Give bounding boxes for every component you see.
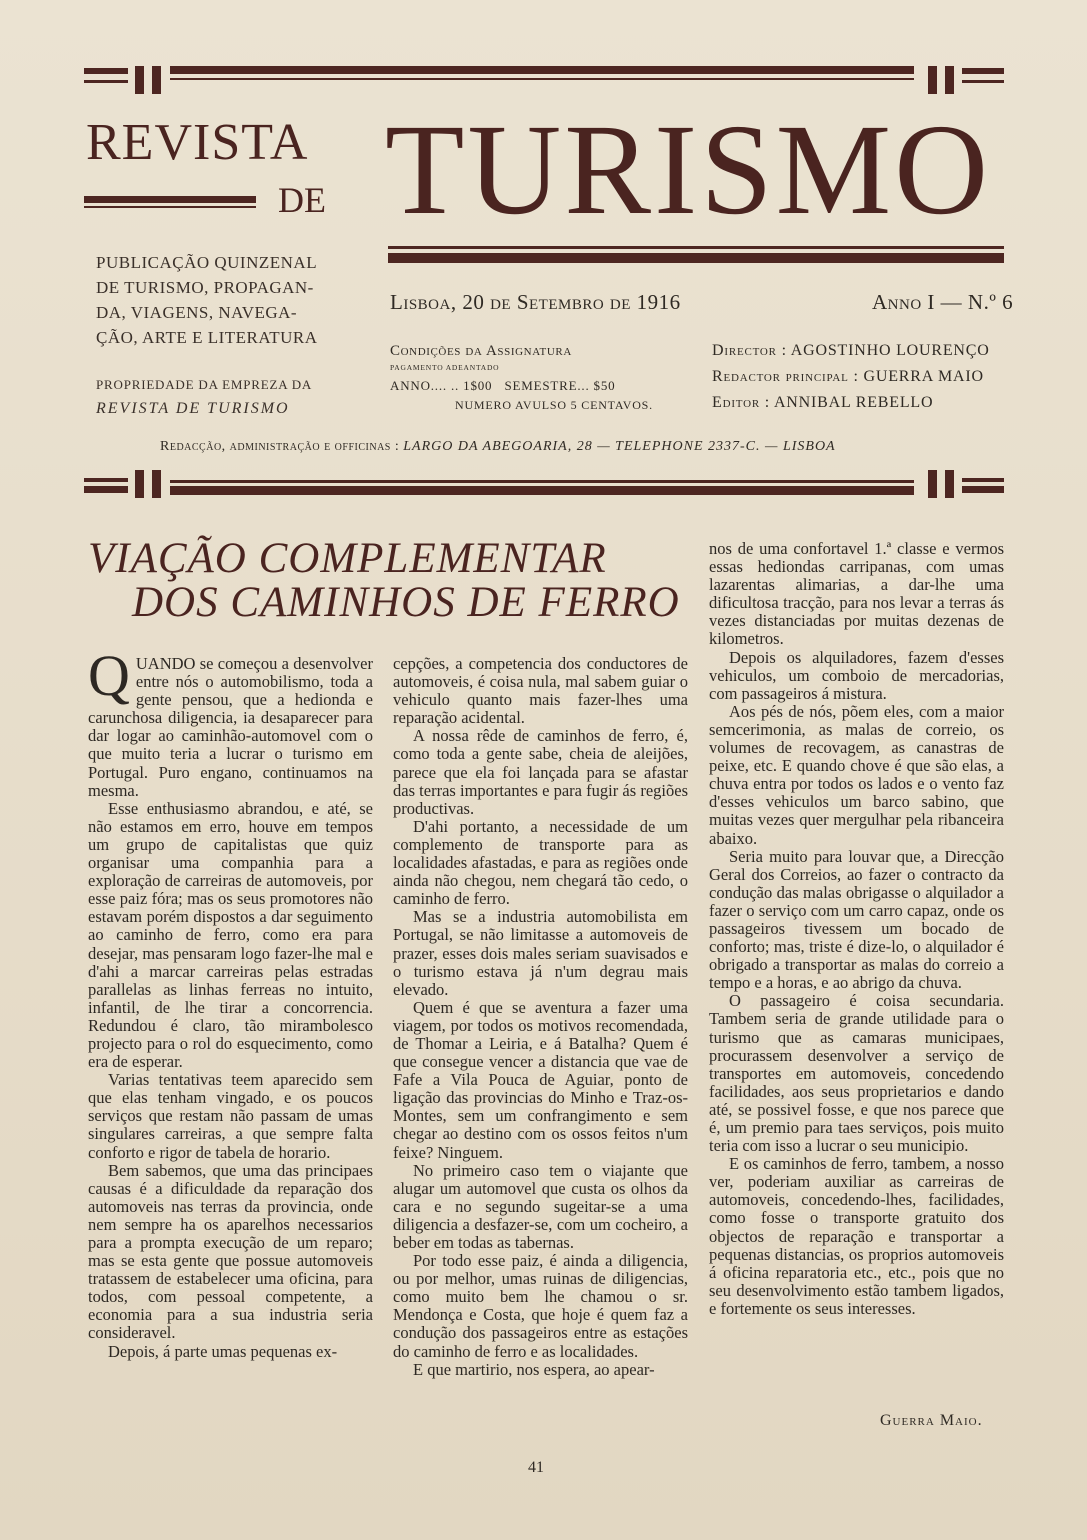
ornament-bar [152, 66, 161, 94]
ownership-name: REVISTA DE TURISMO [96, 400, 290, 417]
article-paragraph: Quem é que se aventura a fazer uma viagem, por todos os motivos recomendada, de Thomar a Leiria, e á Batalha? Quem é que consegue vencer a distancia que vae de Fafe a Vila Pouca de Aguiar, ponto de ligação das provincias do Minho e Traz-os-Montes, sem um confrangimento e sem chegar ao destino com os ossos feitos n'um feixe? Ninguem. [393, 997, 688, 1162]
top-main-rule [170, 66, 914, 74]
lower-main-rule-thick [170, 486, 914, 495]
masthead-title-de: DE [278, 180, 326, 220]
address-label: Redacção, administração e officinas : [160, 439, 400, 454]
masthead-de-rule [84, 196, 256, 203]
article-paragraph: D'ahi portanto, a necessidade de um complemento de transporte para as localidades afastadas, e para as regiões onde ainda não chegou, nem chegará tão cedo, o caminho de ferro. [393, 816, 688, 909]
article-paragraph: Varias tentativas teem aparecido sem que elas tenham vingado, e os poucos serviços que restam não passam de umas singulares carreiras, a que sempre falta conforto e rigor de tabela de horario. [88, 1070, 373, 1162]
staff-director: Director : AGOSTINHO LOURENÇO [712, 342, 990, 359]
masthead-title-revista: REVISTA [86, 114, 309, 171]
subscription-subheading: PAGAMENTO ADEANTADO [390, 363, 500, 372]
article-paragraph: Seria muito para louvar que, a Direcção Geral dos Correios, ao fazer o contracto da condução das malas obrigasse o alquilador a fazer o serviço com um carro capaz, onde os passageiros tivessem um bocado de conforto; mas, triste é dize-lo, o alquilador é obrigado a transportar as malas do correio a tempo e a horas, e ao abrigo da chuva. [709, 846, 1004, 993]
top-ornamental-rule [84, 68, 128, 74]
top-ornamental-rule-right [962, 68, 1004, 74]
article-paragraph: E os caminhos de ferro, tambem, a nosso ver, poderiam auxiliar as carreiras de automoveis, concedendo-lhes, facilidades, como fosse o transporte gratuito dos objectos de reparação e transportar a pequenas distancias, os proprios automoveis á oficina reparatoria etc., etc., pois que no seu desenvolvimento estão tambem ligados, e fortemente os seus interesses. [709, 1154, 1004, 1318]
subscription-single-copy: NUMERO AVULSO 5 CENTAVOS. [455, 398, 653, 412]
masthead-title-turismo: TURISMO [385, 98, 992, 242]
lower-ornamental-rule-right-thick [962, 486, 1004, 493]
ornament-bar [945, 66, 954, 94]
article-paragraph: Depois, á parte umas pequenas ex- [108, 1341, 338, 1361]
ownership-label: PROPRIEDADE DA EMPREZA DA [96, 377, 313, 392]
ornament-bar [928, 66, 937, 94]
article-signature: Guerra Maio. [880, 1412, 983, 1429]
article-column-2 [393, 655, 688, 1379]
article-paragraph: Depois os alquiladores, fazem d'esses vehiculos, um comboio de mercadorias, com passageiros á mistura. [709, 647, 1004, 703]
article-paragraph: Esse enthusiasmo abrandou, e até, se não estamos em erro, houve em tempos um grupo de capitalistas que quiz organisar uma companhia para a exploração de carreiras de automoveis, por esse paiz fóra; mas os seus promotores não estavam porém dispostos a dar seguimento ao caminho de ferro, como era para desejar, mas pensaram logo fazer-lhe mal e d'ahi a marcar carreiras pelas estradas parallelas as linhas ferreas no intuito, infantil, de lhe tirar a concorrencia. Redundou é claro, tão mirambolesco projecto para o rol do esquecimento, como era de esperar. [88, 798, 373, 1072]
top-ornamental-rule-thin [84, 80, 128, 83]
article-headline-line2: DOS CAMINHOS DE FERRO [132, 579, 680, 626]
subscription-prices: ANNO.... .. 1$00 SEMESTRE... $50 [390, 378, 616, 393]
description-line: DA, VIAGENS, NAVEGA- [96, 303, 298, 322]
article-paragraph: A nossa rêde de caminhos de ferro, é, como toda a gente sabe, cheia de aleijões, parece que ela foi lançada para se afastar das terras importantes e para fugir ás regiões productivas. [393, 726, 688, 818]
staff-redactor: Redactor principal : GUERRA MAIO [712, 368, 984, 385]
article-paragraph: nos de uma confortavel 1.ª classe e vermos essas hediondas carripanas, com umas lazarentas alimarias, a dar-lhe uma dificultosa tracção, para nos levar a terras ás vezes distanciadas por muitas dezenas de kilometros. [709, 539, 1004, 649]
masthead-de-rule-thin [84, 206, 256, 208]
article-paragraph: E que martirio, nos espera, ao apear- [413, 1359, 655, 1379]
article-paragraph: Mas se a industria automobilista em Portugal, se não limitasse a automoveis de prazer, esses dois males seriam suavisados e o turismo estava já n'um degrau mais elevado. [393, 907, 688, 999]
article-paragraph [88, 643, 373, 800]
paragraph-text: UANDO se começou a desenvolver entre nós o automobilismo, toda a gente pensou, que a hedionda e carunchosa diligencia, ia desaparecer para dar logar ao caminhão-automovel com o que muito teria a lucrar o turismo em Portugal. Puro engano, continuamos na mesma. [88, 654, 373, 800]
description-line: PUBLICAÇÃO QUINZENAL [96, 253, 318, 272]
issue-place-date: Lisboa, 20 de Setembro de 1916 [390, 290, 681, 314]
article-paragraph: cepções, a competencia dos conductores de automoveis, é coisa nula, mal sabem guiar o vehiculo quanto mais fazer-lhes uma reparação acidental. [393, 654, 688, 728]
ornament-bar [135, 470, 144, 498]
ornament-bar [152, 470, 161, 498]
subscription-heading: Condições da Assignatura [390, 343, 572, 359]
top-main-rule-thin [170, 78, 914, 80]
address-value: LARGO DA ABEGOARIA, 28 — TELEPHONE 2337-C. — LISBOA [403, 439, 836, 454]
staff-editor: Editor : ANNIBAL REBELLO [712, 394, 934, 411]
page-number: 41 [528, 1459, 544, 1476]
article-paragraph: Por todo esse paiz, é ainda a diligencia, ou por melhor, umas ruinas de diligencias, como muito bem lhe chamou o sr. Mendonça e Costa, que hoje é quem faz a condução dos passageiros entre as estações do caminho de ferro e as localidades. [393, 1251, 688, 1361]
address-line [160, 439, 836, 455]
article-paragraph: Bem sabemos, que uma das principaes causas é a dificuldade da reparação dos automoveis nas terras da provincia, onde nem sempre ha os aparelhos necessarios para a prompta execução de um reparo; mas se esta gente que possue automoveis tratassem de estabelecer uma oficina, para todos, com pessoal competente, a economia para a sua industria seria consideravel. [88, 1160, 373, 1343]
description-line: DE TURISMO, PROPAGAN- [96, 278, 314, 297]
ornament-bar [135, 66, 144, 94]
top-ornamental-rule-right-thin [962, 80, 1004, 83]
article-headline-line1: VIAÇÃO COMPLEMENTAR [88, 535, 607, 582]
article-column-1 [88, 643, 373, 1361]
publication-description [96, 250, 336, 350]
ornament-bar [945, 470, 954, 498]
lower-ornamental-rule [84, 478, 128, 482]
drop-cap: Q [88, 643, 130, 708]
lower-ornamental-rule-right [962, 478, 1004, 482]
ornament-bar [928, 470, 937, 498]
article-paragraph: No primeiro caso tem o viajante que alugar um automovel que custa os olhos da cara e no segundo sugeitar-se a uma diligencia a desfazer-se, com um cocheiro, a beber em todas as tabernas. [393, 1160, 688, 1252]
article-paragraph: Aos pés de nós, põem eles, com a maior semcerimonia, as malas de correio, os volumes de recovagem, as canastras de peixe, etc. E quando chove é que são elas, a chuva entra por todos os lados e o vento faz d'esses vehiculos um barco sabino, que muitas vezes quer mergulhar pela ribanceira abaixo. [709, 701, 1004, 848]
description-line: ÇÃO, ARTE E LITERATURA [96, 328, 318, 347]
masthead-under-rule [388, 246, 1004, 249]
article-paragraph: O passageiro é coisa secundaria. Tambem seria de grande utilidade para o turismo que as camaras municipaes, procurassem desenvolver a serviço de transportes em automoveis, concedendo facilidades, aos seus proprietarios e dando até, se possivel fosse, e que nos parece que é, um premio para taes serviços, pois muito teria com isso a lucrar o seu municipio. [709, 991, 1004, 1156]
issue-year-number: Anno I — N.º 6 [872, 290, 1014, 314]
lower-main-rule [170, 480, 914, 483]
lower-ornamental-rule-thick [84, 486, 128, 493]
masthead-under-rule-thick [388, 253, 1004, 263]
article-column-3 [709, 540, 1004, 1318]
